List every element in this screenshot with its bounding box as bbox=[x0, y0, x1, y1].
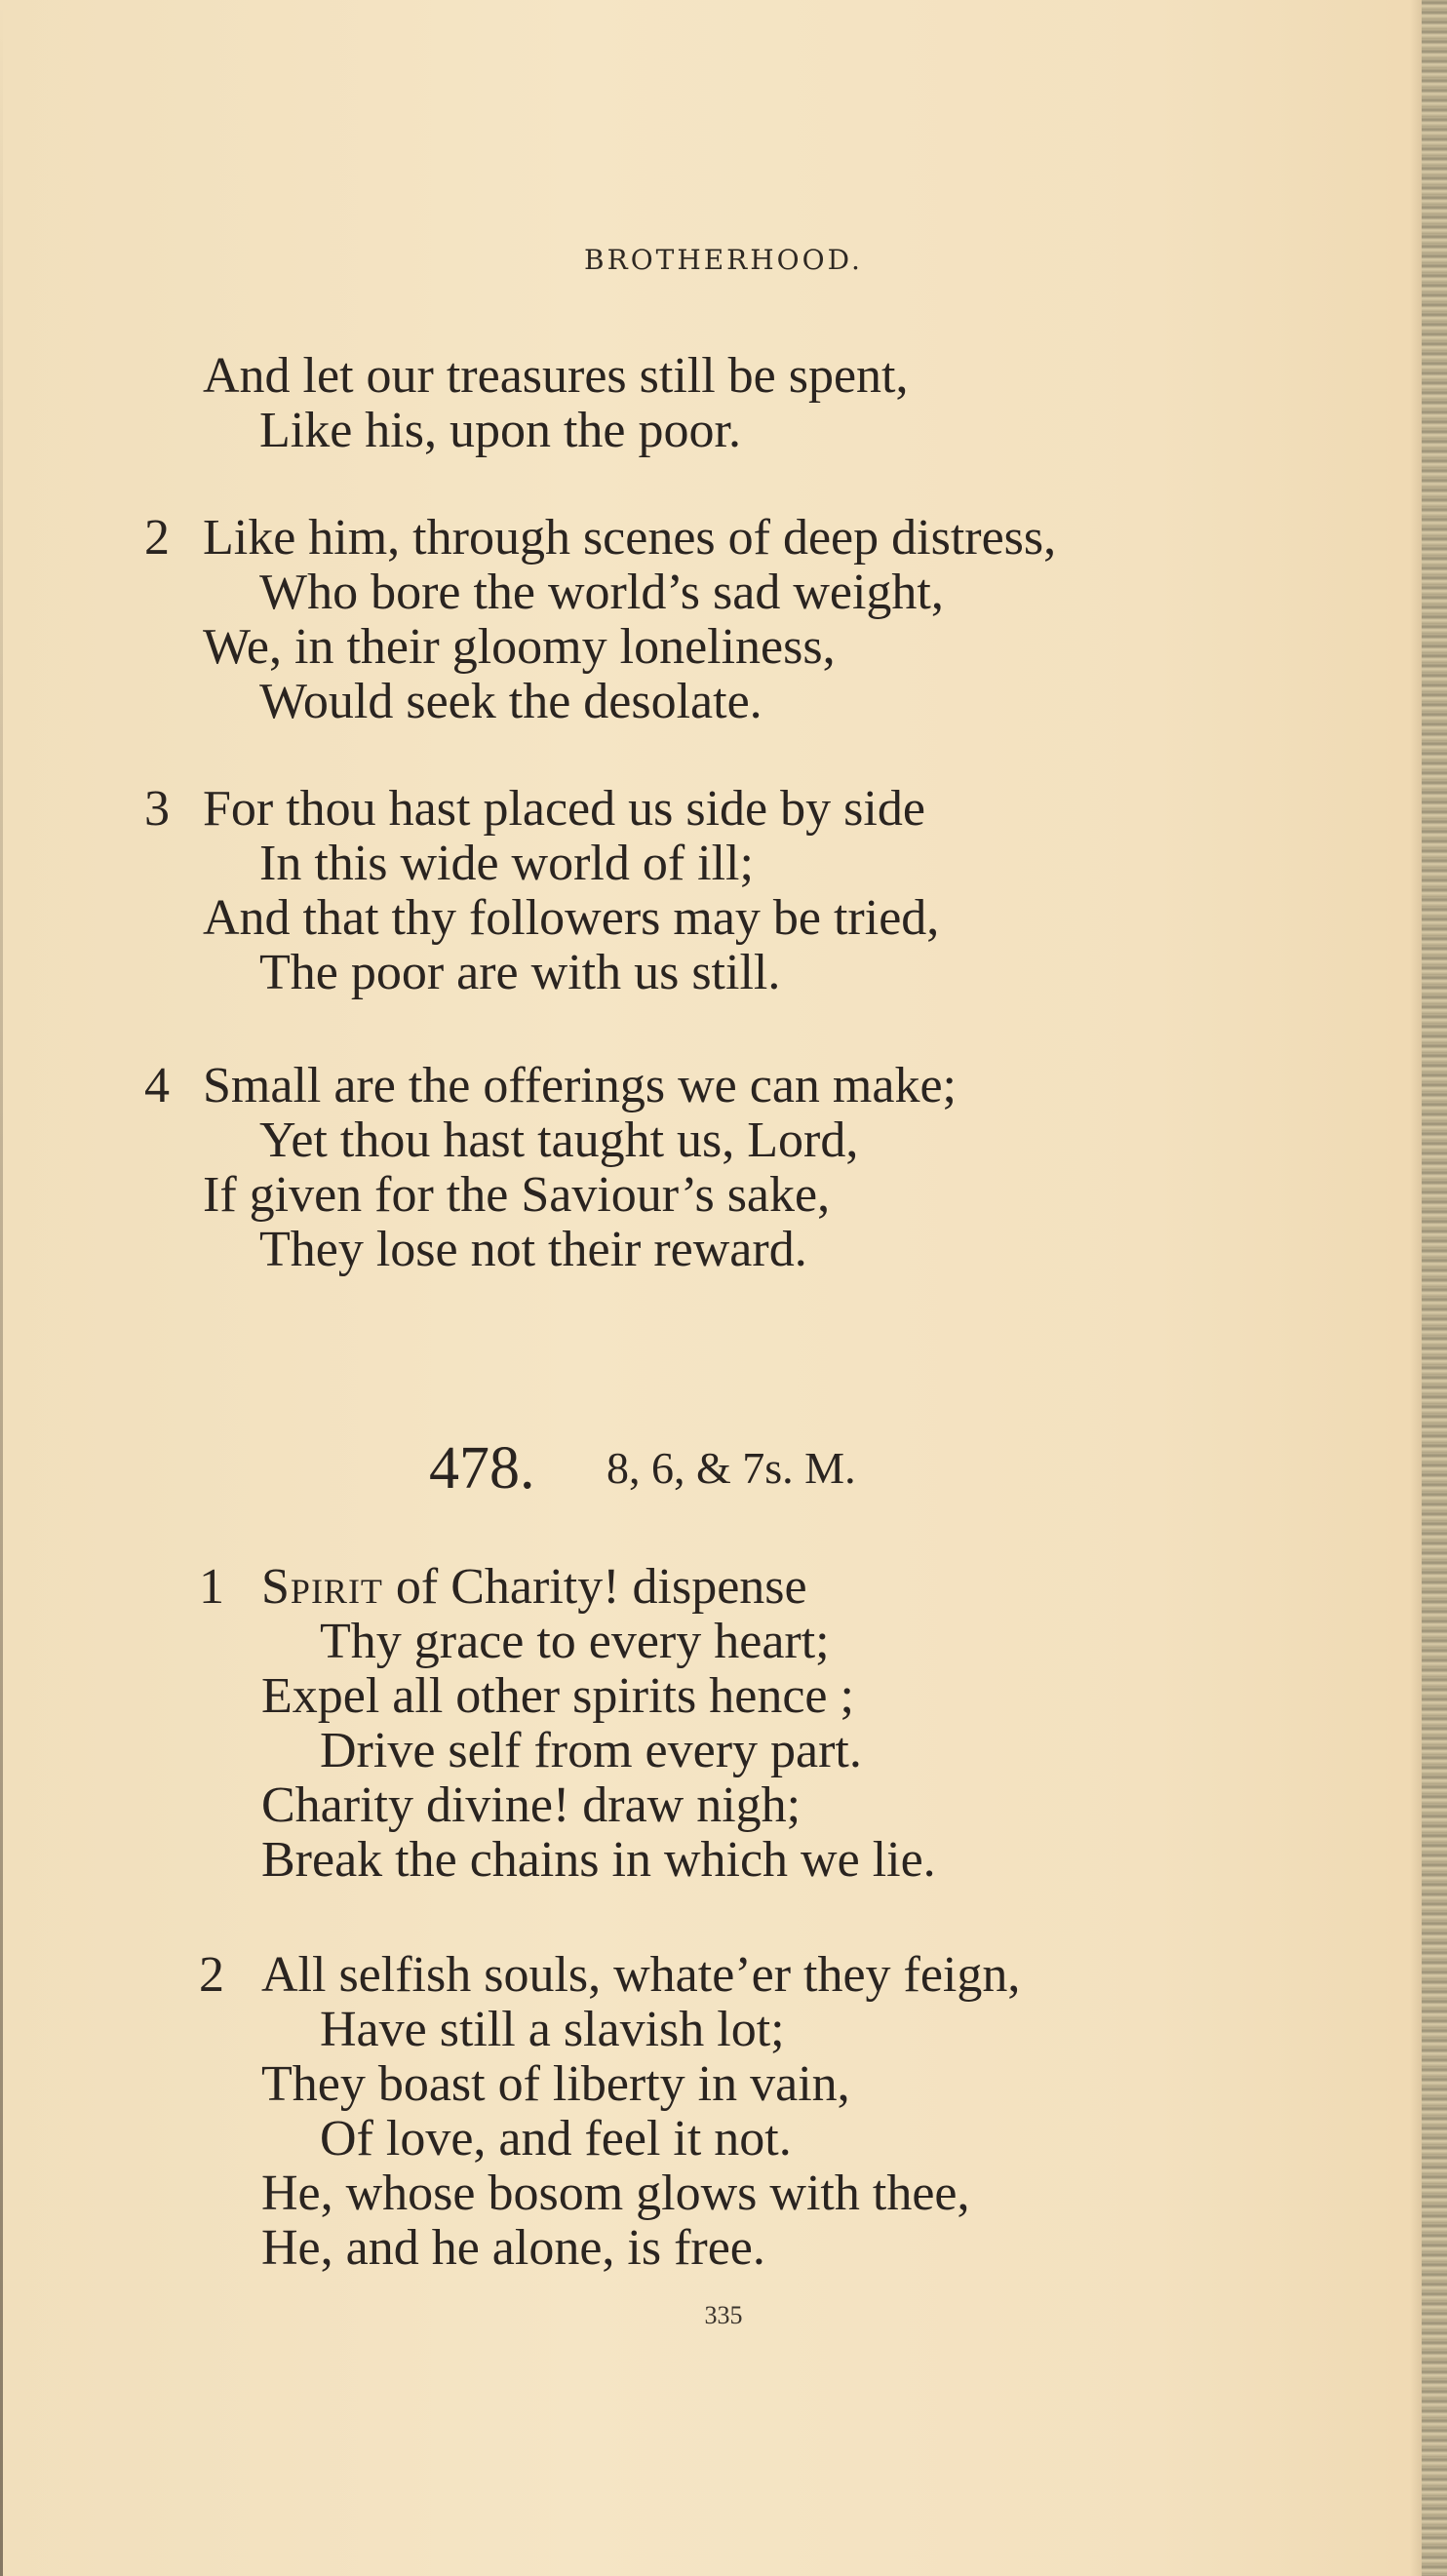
hymn-meter: 8, 6, & 7s. M. bbox=[606, 1443, 856, 1493]
verse-line: Drive self from every part. bbox=[320, 1723, 862, 1778]
verse-line: In this wide world of ill; bbox=[259, 836, 754, 891]
verse-line: For thou hast placed us side by side bbox=[203, 781, 925, 837]
verse-line: He, whose bosom glows with thee, bbox=[261, 2166, 970, 2221]
verse-line: If given for the Saviour’s sake, bbox=[203, 1167, 831, 1223]
page-edge-right bbox=[1422, 0, 1447, 2576]
page-edge-left bbox=[0, 0, 3, 2576]
verse-line: And that thy followers may be tried, bbox=[203, 890, 940, 946]
stanza-number: 3 bbox=[144, 781, 170, 837]
stanza-number: 2 bbox=[144, 510, 170, 566]
verse-line: Who bore the world’s sad weight, bbox=[259, 565, 944, 620]
verse-line: We, in their gloomy loneliness, bbox=[203, 619, 836, 675]
page-number: 335 bbox=[704, 2301, 743, 2329]
verse-line: Thy grace to every heart; bbox=[320, 1614, 830, 1669]
verse-line: He, and he alone, is free. bbox=[261, 2220, 765, 2276]
verse-line: Expel all other spirits hence ; bbox=[261, 1668, 854, 1724]
verse-line-first bbox=[261, 1560, 807, 1615]
verse-line: Like his, upon the poor. bbox=[259, 403, 741, 458]
first-word: Spirit bbox=[261, 1559, 383, 1615]
verse-line: Charity divine! draw nigh; bbox=[261, 1777, 802, 1833]
verse-line: Small are the offerings we can make; bbox=[203, 1058, 957, 1113]
verse-line: They boast of liberty in vain, bbox=[261, 2056, 850, 2112]
verse-line: And let our treasures still be spent, bbox=[203, 348, 909, 404]
stanza-number: 2 bbox=[199, 1947, 224, 2003]
hymn-number: 478. bbox=[429, 1435, 535, 1502]
stanza-number: 1 bbox=[199, 1559, 224, 1615]
verse-line: They lose not their reward. bbox=[259, 1222, 807, 1277]
verse-line: Like him, through scenes of deep distress, bbox=[203, 510, 1057, 566]
first-line-rest: of Charity! dispense bbox=[382, 1559, 807, 1615]
verse-line: Of love, and feel it not. bbox=[320, 2111, 792, 2166]
running-head: BROTHERHOOD. bbox=[584, 244, 863, 276]
verse-line: Have still a slavish lot; bbox=[320, 2002, 785, 2057]
stanza-number: 4 bbox=[144, 1058, 170, 1113]
verse-line: All selfish souls, whate’er they feign, bbox=[261, 1947, 1021, 2003]
page-edge-shadow bbox=[1410, 0, 1422, 2576]
verse-line: The poor are with us still. bbox=[259, 945, 781, 1000]
verse-line: Break the chains in which we lie. bbox=[261, 1832, 936, 1888]
verse-line: Yet thou hast taught us, Lord, bbox=[259, 1112, 859, 1168]
verse-line: Would seek the desolate. bbox=[259, 674, 763, 729]
